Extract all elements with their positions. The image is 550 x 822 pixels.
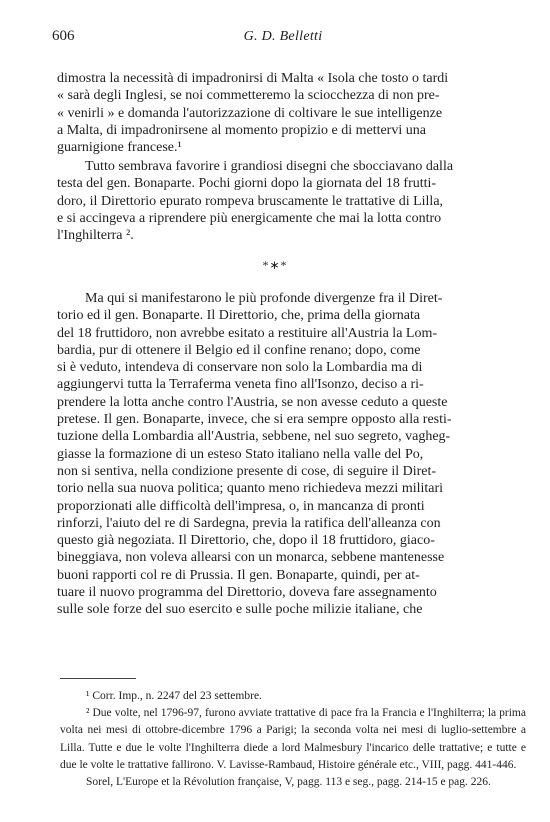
text-line: testa del gen. Bonaparte. Pochi giorni dopo la giornata del 18 frutti-	[57, 176, 437, 192]
text-line: a Malta, di impadronirsene al momento propizio e di mettervi una	[57, 122, 426, 138]
text-line: « venirli » e domanda l'autorizzazione di coltivare le sue intelligenze	[57, 105, 443, 121]
text-line: giasse la formazione di un esteso Stato italiano nella valle del Po,	[57, 446, 424, 462]
text-line: bardia, pur di ottenere il Belgio ed il confine renano; dopo, come	[57, 342, 421, 358]
text-line: sulle sole forze del suo esercito e sulle poche milizie italiane, che	[57, 602, 423, 618]
paragraph-3	[57, 290, 523, 619]
text-line: doro, il Direttorio epurato rompeva bruscamente le trattative di Lilla,	[57, 193, 444, 209]
text-line: guarnigione francese.¹	[57, 140, 182, 156]
paragraph-1	[57, 70, 523, 156]
running-title: G. D. Belletti	[243, 29, 323, 44]
text-line: aggiungervi tutta la Terraferma veneta fino all'Isonzo, deciso a ri-	[57, 377, 424, 393]
footnote-2-continued: Sorel, L'Europe et la Révolution française, V, pagg. 113 e seg., pagg. 214-15 e pag. 226.	[86, 776, 491, 789]
page-number: 606	[52, 28, 75, 44]
footnotes	[60, 688, 526, 791]
text-line: non si sentiva, nella condizione presente di cose, di seguire il Diret-	[57, 463, 437, 479]
text-line: proporzionati alle difficoltà dell'impresa, o, in mancanza di pronti	[57, 498, 425, 514]
text-line: pretese. Il gen. Bonaparte, invece, che si era sempre opposto alla resti-	[57, 412, 452, 428]
footnote-2: ² Due volte, nel 1796-97, furono avviate trattative di pace fra la Francia e l'Inghilterra; la prima volta nei mesi di ottobre-dicembre 1796 a Parigi; la seconda volta nei mesi di luglio-settembre a Lilla. Tutte e due le volte l'Inghilterra diede a lord Malmesbury l'incarico delle trattative; e tutte e due le volte le trattative fallirono. V. Lavisse-Rambaud, Histoire générale etc., VIII, pagg. 441-446.	[60, 707, 526, 771]
text-line: buoni rapporti col re di Prussia. Il gen. Bonaparte, quindi, per at-	[57, 567, 420, 583]
text-line: rinforzi, l'aiuto del re di Sardegna, previa la ratifica dell'alleanza con	[57, 515, 441, 531]
text-line: « sarà degli Inglesi, se noi commetteremo la sciocchezza di non pre-	[57, 88, 440, 104]
text-line: torio nella sua nuova politica; quanto meno richiedeva mezzi militari	[57, 481, 444, 497]
text-line: Ma qui si manifestarono le più profonde divergenze fra il Diret-	[85, 291, 443, 306]
text-line: l'Inghilterra ².	[57, 228, 134, 244]
text-line: tuzione della Lombardia all'Austria, sebbene, nel suo segreto, vagheg-	[57, 429, 451, 445]
text-line: dimostra la necessità di impadronirsi di Malta « Isola che tosto o tardi	[57, 71, 449, 86]
text-line: bineggiava, non voleva allearsi con un monarca, sebbene mantenesse	[57, 550, 445, 566]
section-separator: *∗*	[262, 258, 288, 272]
footnote-divider	[60, 678, 136, 679]
text-line: si è veduto, intendeva di conservare non solo la Lombardia ma di	[57, 360, 423, 376]
text-line: e si accingeva a riprendere più energicamente che mai la lotta contro	[57, 210, 442, 226]
text-line: tuare il nuovo programma del Direttorio, doveva fare assegnamento	[57, 585, 437, 601]
footnote-1: ¹ Corr. Imp., n. 2247 del 23 settembre.	[86, 690, 262, 702]
text-line: prendere la lotta anche contro l'Austria, se non avesse ceduto a queste	[57, 394, 448, 410]
text-line: questo già negoziata. Il Direttorio, che, dopo il 18 fruttidoro, giaco-	[57, 533, 435, 549]
text-line: Tutto sembrava favorire i grandiosi disegni che sbocciavano dalla	[85, 159, 454, 174]
paragraph-2	[57, 158, 523, 244]
text-line: torio ed il gen. Bonaparte. Il Direttorio, che, prima della giornata	[57, 308, 421, 324]
text-line: del 18 fruttidoro, non avrebbe esitato a restituire all'Austria la Lom-	[57, 325, 438, 341]
page-header	[52, 28, 514, 46]
